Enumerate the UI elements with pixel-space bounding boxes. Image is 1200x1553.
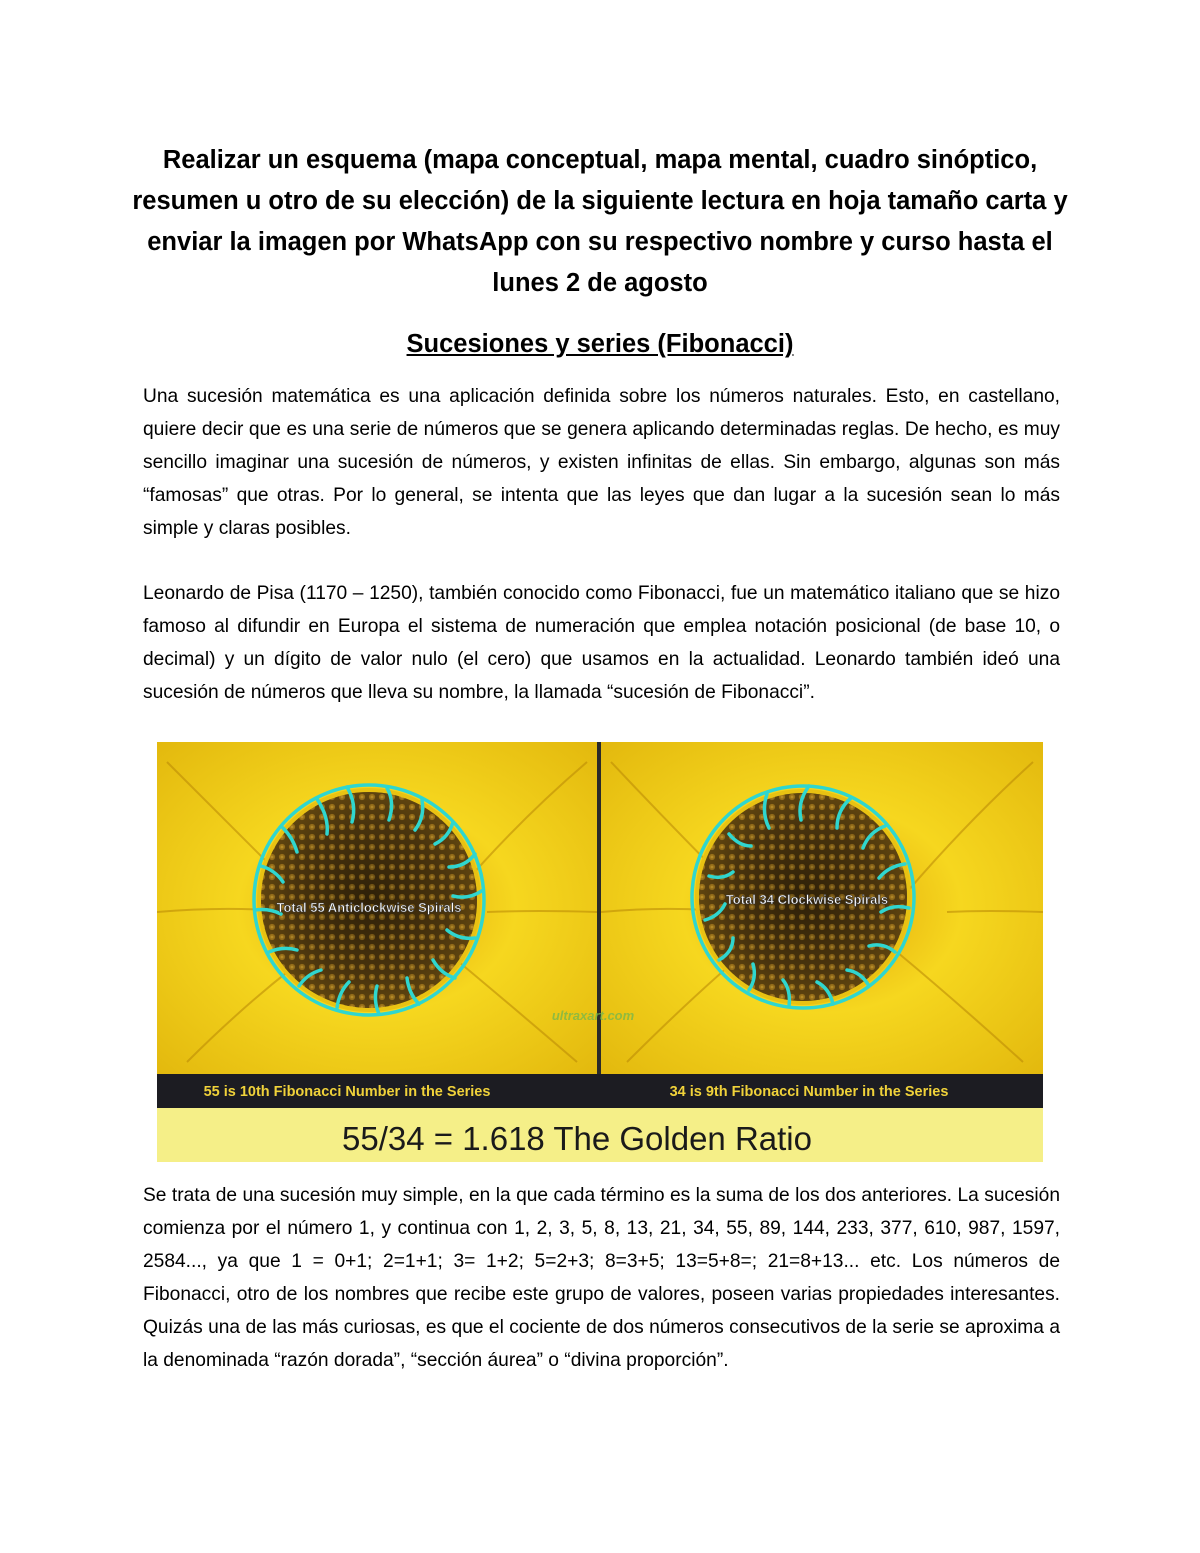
section-title: Sucesiones y series (Fibonacci) (406, 330, 794, 358)
sunflower-figure (157, 742, 1043, 1162)
golden-ratio-text: 55/34 = 1.618 The Golden Ratio (342, 1120, 812, 1157)
right-panel-label: Total 34 Clockwise Spirals (725, 892, 889, 907)
left-sunflower-panel (157, 742, 597, 1074)
paragraph-leonardo: Leonardo de Pisa (1170 – 1250), también conocido como Fibonacci, fue un matemático italiano que se hizo famoso al difundir en Europa el sistema de numeración que emplea notación posicional (de base 10, o decimal) y un dígito de valor nulo (el cero) que usamos en la actualidad. Leonardo también ideó una sucesión de números que lleva su nombre, la llamada “sucesión de Fibonacci”. (143, 583, 1060, 703)
panel-divider (597, 742, 601, 1074)
left-caption: 55 is 10th Fibonacci Number in the Series (203, 1084, 491, 1100)
left-panel-label: Total 55 Anticlockwise Spirals (276, 900, 462, 915)
assignment-heading: Realizar un esquema (mapa conceptual, mapa mental, cuadro sinóptico, resumen u otro de su elección) de la siguiente lectura en hoja tamaño carta y enviar la imagen por WhatsApp con su respectivo nombre y curso hasta el lunes 2 de agosto (132, 146, 1068, 297)
paragraph-sequence: Se trata de una sucesión muy simple, en la que cada término es la suma de los dos anteriores. La sucesión comienza por el número 1, y continua con 1, 2, 3, 5, 8, 13, 21, 34, 55, 89, 144, 233, 377, 610, 987, 1597, 2584..., ya que 1 = 0+1; 2=1+1; 3= 1+2; 5=2+3; 8=3+5; 13=5+8=; 21=8+13... etc. Los números de Fibonacci, otro de los nombres que recibe este grupo de valores, poseen varias propiedades interesantes. Quizás una de las más curiosas, es que el cociente de dos números consecutivos de la serie se aproxima a la denominada “razón dorada”, “sección áurea” o “divina proporción”. (143, 1185, 1060, 1371)
watermark: ultraxart.com (551, 1008, 635, 1023)
paragraph-intro: Una sucesión matemática es una aplicación definida sobre los números naturales. Esto, en castellano, quiere decir que es una serie de números que se genera aplicando determinadas reglas. De hecho, es muy sencillo imaginar una sucesión de números, y existen infinitas de ellas. Sin embargo, algunas son más “famosas” que otras. Por lo general, se intenta que las leyes que dan lugar a la sucesión sean lo más simple y claras posibles. (143, 386, 1060, 539)
right-sunflower-panel (552, 742, 1043, 1074)
right-caption: 34 is 9th Fibonacci Number in the Series (669, 1084, 949, 1100)
